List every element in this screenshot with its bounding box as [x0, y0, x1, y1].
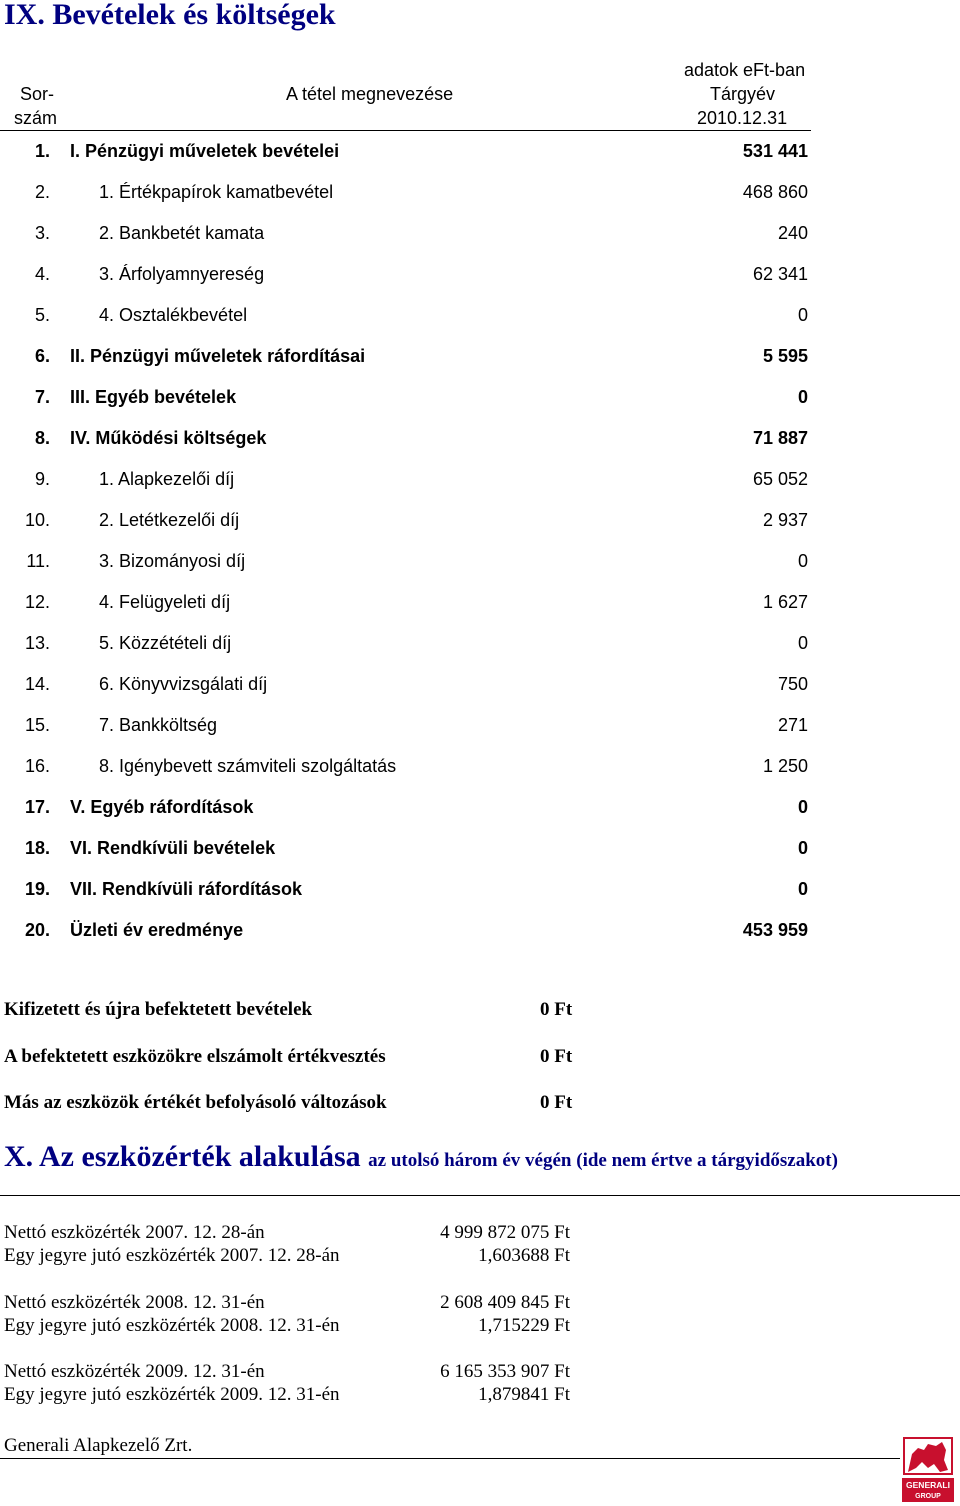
footer-divider	[0, 1458, 900, 1459]
row-label: 1. Alapkezelői díj	[99, 469, 235, 489]
table-row	[0, 427, 960, 449]
logo-text-1: GENERALI	[906, 1480, 950, 1490]
table-row	[0, 632, 960, 654]
row-label: VI. Rendkívüli bevételek	[70, 838, 276, 858]
row-number: 14.	[24, 674, 50, 694]
row-value: 5 595	[762, 346, 808, 366]
table-row	[0, 304, 960, 326]
table-row	[0, 673, 960, 695]
row-number: 8.	[34, 428, 50, 448]
row-value: 1 250	[762, 756, 808, 776]
row-number: 5.	[34, 305, 50, 325]
table-row	[0, 263, 960, 285]
row-label: V. Egyéb ráfordítások	[70, 797, 254, 817]
table-row	[0, 181, 960, 203]
column-header-year: Tárgyév	[710, 84, 776, 104]
logo-text-2: GROUP	[915, 1493, 941, 1500]
table-row	[0, 345, 960, 367]
row-number: 9.	[34, 469, 50, 489]
unit-note: adatok eFt-ban	[684, 60, 806, 80]
column-header-number-line2: szám	[14, 108, 58, 128]
row-value: 2 937	[762, 510, 808, 530]
row-value: 750	[777, 674, 808, 694]
row-value: 0	[797, 838, 808, 858]
asset-label: Nettó eszközérték 2008. 12. 31-én	[4, 1291, 265, 1313]
row-label: 3. Bizományosi díj	[99, 551, 246, 571]
page-title: IX. Bevételek és költségek	[4, 0, 336, 31]
row-number: 17.	[24, 797, 50, 817]
table-row	[0, 386, 960, 408]
row-value: 531 441	[742, 141, 808, 161]
row-label: 8. Igénybevett számviteli szolgáltatás	[99, 756, 397, 776]
section-10-subtitle: az utolsó három év végén (ide nem értve a tárgyidőszakot)	[368, 1150, 838, 1171]
row-number: 19.	[24, 879, 50, 899]
row-label: 2. Letétkezelői díj	[99, 510, 240, 530]
row-number: 20.	[24, 920, 50, 940]
asset-label: Nettó eszközérték 2007. 12. 28-án	[4, 1222, 265, 1243]
row-number: 11.	[26, 551, 50, 571]
row-label: 2. Bankbetét kamata	[99, 223, 265, 243]
row-value: 62 341	[752, 264, 808, 284]
row-value: 0	[797, 305, 808, 325]
column-header-number: Sor-	[20, 84, 55, 104]
row-value: 240	[777, 223, 808, 243]
section-divider	[0, 1195, 960, 1196]
row-number: 1.	[34, 141, 50, 161]
asset-value: 1,603688 Ft	[478, 1245, 570, 1266]
row-number: 10.	[24, 510, 50, 530]
row-label: III. Egyéb bevételek	[70, 387, 237, 407]
header-divider	[0, 130, 811, 131]
asset-value: 2 608 409 845 Ft	[440, 1291, 570, 1313]
table-row	[0, 509, 960, 531]
table-row	[0, 591, 960, 613]
footer-company: Generali Alapkezelő Zrt.	[4, 1435, 193, 1456]
row-label: 5. Közzétételi díj	[99, 633, 232, 653]
row-number: 16.	[24, 756, 50, 776]
row-number: 2.	[34, 182, 50, 202]
row-label: Üzleti év eredménye	[70, 920, 244, 940]
row-value: 0	[797, 387, 808, 407]
summary-value: 0 Ft	[540, 1045, 573, 1067]
row-label: 1. Értékpapírok kamatbevétel	[99, 182, 334, 202]
row-number: 6.	[34, 346, 50, 366]
row-value: 0	[797, 879, 808, 899]
table-row	[0, 140, 960, 162]
summary-label: Kifizetett és újra befektetett bevételek	[4, 999, 313, 1020]
table-row	[0, 755, 960, 777]
table-row	[0, 222, 960, 244]
asset-value: 4 999 872 075 Ft	[440, 1222, 570, 1243]
column-header-name: A tétel megnevezése	[286, 84, 454, 104]
asset-value: 1,879841 Ft	[478, 1384, 570, 1405]
logo-lion	[908, 1442, 948, 1472]
row-number: 12.	[24, 592, 50, 612]
table-row	[0, 919, 960, 941]
row-number: 4.	[34, 264, 50, 284]
table-row	[0, 550, 960, 572]
row-number: 13.	[24, 633, 50, 653]
row-value: 65 052	[752, 469, 808, 489]
table-row	[0, 714, 960, 736]
row-value: 0	[797, 551, 808, 571]
row-label: 4. Felügyeleti díj	[99, 592, 231, 612]
summary-label: Más az eszközök értékét befolyásoló változások	[4, 1092, 387, 1113]
row-label: IV. Működési költségek	[70, 428, 267, 448]
row-value: 468 860	[742, 182, 808, 202]
row-label: 4. Osztalékbevétel	[99, 305, 248, 325]
summary-value: 0 Ft	[540, 1092, 573, 1113]
row-label: VII. Rendkívüli ráfordítások	[70, 879, 303, 899]
summary-value: 0 Ft	[540, 999, 573, 1020]
row-label: 3. Árfolyamnyereség	[99, 264, 265, 284]
asset-value: 6 165 353 907 Ft	[440, 1361, 570, 1382]
asset-label: Egy jegyre jutó eszközérték 2008. 12. 31-én	[4, 1314, 340, 1336]
row-label: II. Pénzügyi műveletek ráfordításai	[70, 346, 366, 366]
row-number: 18.	[24, 838, 50, 858]
table-row	[0, 837, 960, 859]
summary-label: A befektetett eszközökre elszámolt értékvesztés	[4, 1045, 386, 1067]
section-10-title: X. Az eszközérték alakulása	[4, 1140, 361, 1173]
asset-label: Nettó eszközérték 2009. 12. 31-én	[4, 1361, 265, 1382]
row-value: 71 887	[752, 428, 808, 448]
row-value: 453 959	[742, 920, 808, 940]
asset-label: Egy jegyre jutó eszközérték 2007. 12. 28-án	[4, 1245, 340, 1266]
asset-label: Egy jegyre jutó eszközérték 2009. 12. 31-én	[4, 1384, 340, 1405]
table-row	[0, 796, 960, 818]
table-row	[0, 468, 960, 490]
table-row	[0, 878, 960, 900]
row-number: 15.	[24, 715, 50, 735]
generali-logo-icon	[898, 1432, 958, 1504]
row-number: 7.	[34, 387, 50, 407]
row-number: 3.	[34, 223, 50, 243]
row-label: 7. Bankköltség	[99, 715, 218, 735]
row-value: 0	[797, 797, 808, 817]
row-value: 271	[777, 715, 808, 735]
row-value: 0	[797, 633, 808, 653]
row-label: 6. Könyvvizsgálati díj	[99, 674, 268, 694]
row-label: I. Pénzügyi műveletek bevételei	[70, 141, 340, 161]
row-value: 1 627	[762, 592, 808, 612]
asset-value: 1,715229 Ft	[478, 1314, 570, 1336]
section-10-heading	[4, 1138, 838, 1180]
column-header-date: 2010.12.31	[697, 108, 788, 128]
